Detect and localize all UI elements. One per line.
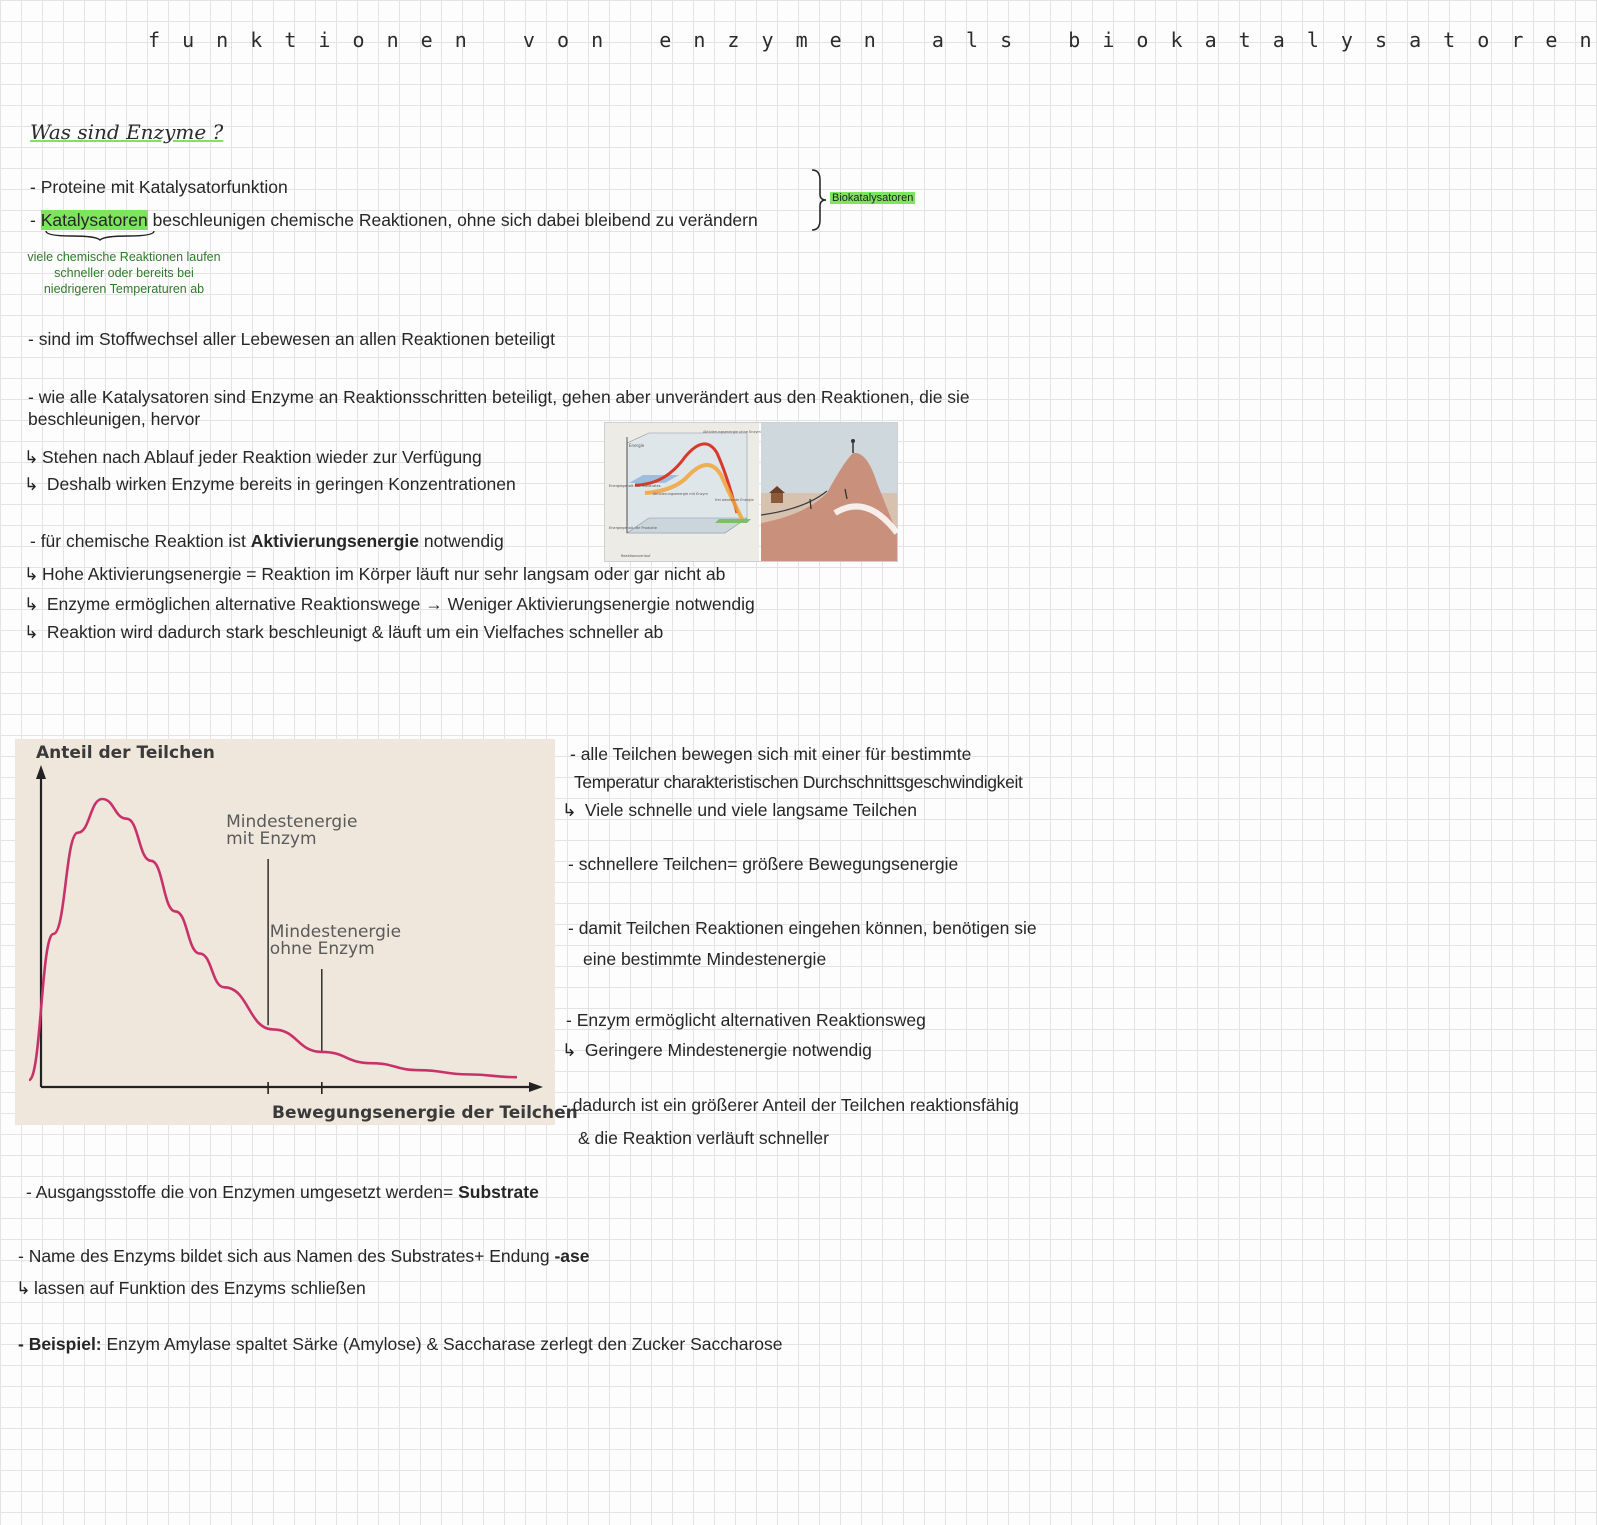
note-teilchen-1a: - alle Teilchen bewegen sich mit einer für bestimmte — [570, 744, 972, 764]
note-reaktionsfaehig-b: & die Reaktion verläuft schneller — [578, 1128, 829, 1148]
arrow-icon: ↳ — [24, 622, 39, 642]
title-part-biokatalysatoren: b i o k a t a l y s a t o r e n — [1068, 28, 1597, 52]
heading-text: Was sind Enzyme ? — [30, 120, 224, 144]
aktivierungsenergie-line — [30, 531, 504, 553]
note-reaktionsweg-b-text: Geringere Mindestenergie notwendig — [584, 1040, 872, 1060]
katalysatoren-para-line1: - wie alle Katalysatoren sind Enzyme an Reaktionsschritten beteiligt, gehen aber unverändert aus den Reaktionen, die sie — [28, 387, 970, 407]
verfuegung-text: Stehen nach Ablauf jeder Reaktion wieder zur Verfügung — [42, 447, 482, 467]
enzym-funktion-text: lassen auf Funktion des Enzyms schließen — [34, 1278, 366, 1298]
arrow-icon: ↳ — [24, 564, 39, 584]
note-reaktionsfaehig-a: - dadurch ist ein größerer Anteil der Teilchen reaktionsfähig — [562, 1095, 1019, 1115]
substrate-bold: Substrate — [458, 1182, 539, 1202]
aktivierung-prefix: - für chemische Reaktion ist — [30, 531, 251, 551]
diagram-label-ende: Energiegehalt der Produkte — [609, 526, 657, 530]
note-reaktionsweg-a: - Enzym ermöglicht alternativen Reaktionsweg — [566, 1010, 926, 1030]
curly-brace-icon — [808, 168, 828, 232]
beispiel-bold: - Beispiel: — [18, 1334, 102, 1354]
note-mindestenergie-a: - damit Teilchen Reaktionen eingehen können, benötigen sie — [568, 918, 1037, 938]
activation-energy-diagram — [605, 423, 897, 561]
note-teilchen-1c — [562, 800, 917, 822]
stoffwechsel-text: - sind im Stoffwechsel aller Lebewesen an allen Reaktionen beteiligt — [28, 329, 555, 349]
intro-item-proteine: - Proteine mit Katalysatorfunktion — [30, 177, 288, 197]
aktivierung-suffix: notwendig — [419, 531, 504, 551]
katalysatoren-highlight: Katalysatoren — [40, 210, 148, 230]
note-bewegungsenergie: - schnellere Teilchen= größere Bewegungsenergie — [568, 854, 959, 874]
aktivierungsenergie-bold: Aktivierungsenergie — [250, 531, 420, 551]
activation-energy-figure — [604, 422, 898, 562]
note-teilchen-1c-text: Viele schnelle und viele langsame Teilchen — [584, 800, 917, 820]
note-reaktionsweg-b — [562, 1040, 872, 1062]
title-part-von: v o n — [522, 28, 609, 52]
energy-distribution-chart — [15, 739, 578, 1125]
alternative-wege-text: Enzyme ermöglichen alternative Reaktionswege — [46, 594, 421, 614]
diagram-label-frei: frei werdende Energie — [715, 498, 754, 502]
diagram-label-energie: Energie — [629, 443, 645, 448]
chart-xlabel: Bewegungsenergie der Teilchen — [272, 1103, 578, 1123]
diagram-label-top: Aktivierungsenergie ohne Enzym — [703, 430, 761, 434]
marker-label: mit Enzym — [226, 829, 317, 849]
marker-label: Mindestenergie — [226, 812, 358, 832]
alternative-wege-arrow-line — [24, 594, 755, 616]
right-arrow-icon: → — [425, 594, 443, 614]
arrow-icon: ↳ — [16, 1278, 31, 1298]
chart-svg — [15, 739, 578, 1125]
arrow-icon: ↳ — [562, 1040, 577, 1060]
substrate-prefix: - Ausgangsstoffe die von Enzymen umgesetzt werden= — [26, 1182, 459, 1202]
intro-item-prefix: - — [30, 210, 41, 230]
beschleunigt-arrow-line — [24, 622, 663, 644]
y-axis-arrow-icon — [36, 765, 46, 779]
intro-item-rest: beschleunigen chemische Reaktionen, ohne sich dabei bleibend zu verändern — [147, 210, 758, 230]
note-mindestenergie-b: eine bestimmte Mindestenergie — [583, 949, 827, 969]
verfuegung-arrow-line — [24, 447, 482, 469]
marker-label: Mindestenergie — [269, 922, 402, 942]
substrate-line — [26, 1182, 539, 1204]
title-part-enzymen: e n z y m e n — [659, 28, 881, 52]
section-heading — [30, 120, 223, 144]
weniger-aktivierung-text: Weniger Aktivierungsenergie notwendig — [447, 594, 755, 614]
marker-label: ohne Enzym — [269, 939, 375, 959]
enzym-funktion-arrow-line — [16, 1278, 366, 1300]
green-side-note: viele chemische Reaktionen laufen schneller oder bereits bei niedrigeren Temperaturen ab — [27, 250, 221, 296]
enzym-name-line — [18, 1246, 589, 1268]
konzentrationen-text: Deshalb wirken Enzyme bereits in geringen Konzentrationen — [46, 474, 516, 494]
beschleunigt-text: Reaktion wird dadurch stark beschleunigt & läuft um ein Vielfaches schneller ab — [46, 622, 664, 642]
ase-bold: -ase — [554, 1246, 590, 1266]
diagram-label-ausgang: Energiegehalt des Substrates — [609, 484, 661, 488]
katalysatoren-para-line2: beschleunigen, hervor — [28, 409, 201, 429]
enzym-name-prefix: - Name des Enzyms bildet sich aus Namen des Substrates+ Endung — [18, 1246, 555, 1266]
beispiel-line — [18, 1334, 782, 1356]
chart-ylabel: Anteil der Teilchen — [36, 743, 215, 763]
hohe-aktivierung-arrow-line — [24, 564, 725, 586]
title-part-als: a l s — [931, 28, 1018, 52]
title-part-funktionen: f u n k t i o n e n — [148, 28, 472, 52]
arrow-icon: ↳ — [562, 800, 577, 820]
hohe-aktivierung-text: Hohe Aktivierungsenergie = Reaktion im Körper läuft nur sehr langsam oder gar nicht ab — [42, 564, 726, 584]
small-brace-icon — [44, 229, 156, 241]
diagram-label-mit: Aktivierungsenergie mit Enzym — [653, 492, 708, 496]
konzentrationen-arrow-line — [24, 474, 516, 496]
page-title — [148, 28, 1597, 52]
beispiel-text: Enzym Amylase spaltet Särke (Amylose) & Saccharase zerlegt den Zucker Saccharose — [101, 1334, 783, 1354]
biokatalysatoren-label: Biokatalysatoren — [832, 192, 914, 204]
arrow-icon: ↳ — [24, 447, 39, 467]
arrow-icon: ↳ — [24, 474, 39, 494]
arrow-icon: ↳ — [24, 594, 39, 614]
diagram-label-bottom: Reaktionsverlauf — [621, 554, 651, 558]
x-axis-arrow-icon — [529, 1082, 543, 1092]
note-teilchen-1b: Temperatur charakteristischen Durchschnittsgeschwindigkeit — [574, 772, 1023, 792]
